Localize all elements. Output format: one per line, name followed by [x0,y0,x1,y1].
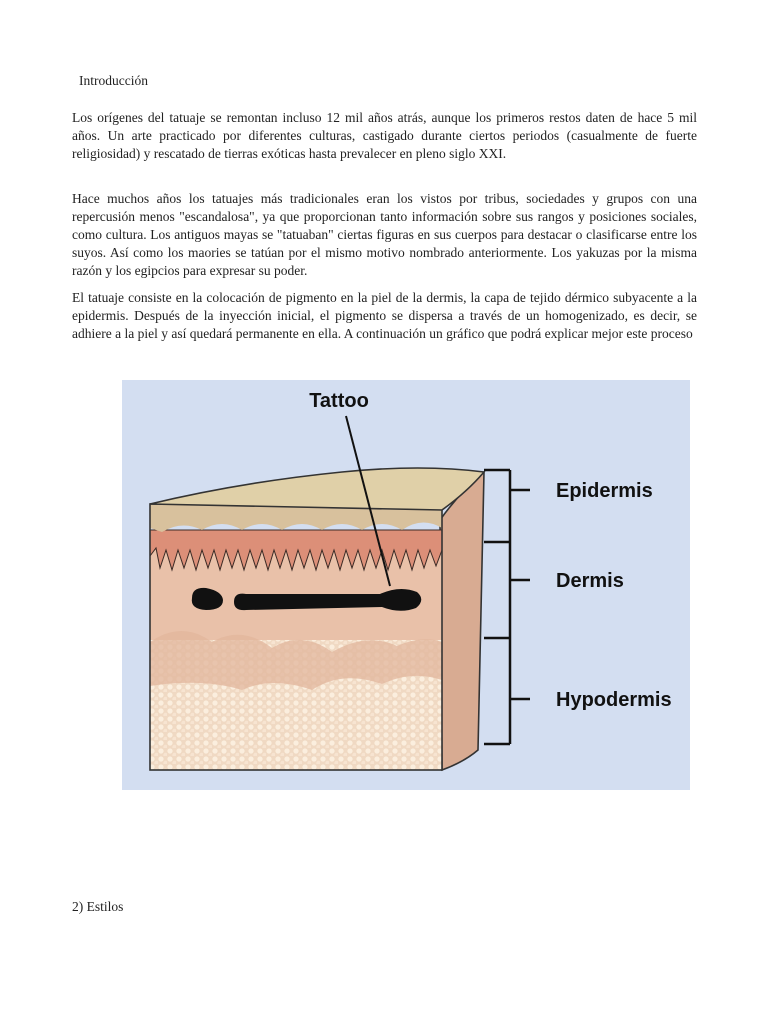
block-side-face [440,472,484,770]
epidermis-label: Epidermis [556,480,653,502]
paragraph-process: El tatuaje consiste en la colocación de pigmento en la piel de la dermis, la capa de tejido dérmico subyacente a la epidermis. Después de la inyección inicial, el pigmento se dispersa a través de un homogenizado, es decir, se adhiere a la piel y así quedará permanente en ella. A continuación un gráfico que podrá explicar mejor este proceso [72,290,697,341]
skin-block-front [150,504,442,770]
tattoo-label: Tattoo [309,390,369,412]
skin-layers-diagram [122,380,690,790]
section-heading-estilos: 2) Estilos [72,899,124,914]
hypodermis-label: Hypodermis [556,689,672,711]
dermis-label: Dermis [556,570,624,592]
paragraph-traditions: Hace muchos años los tatuajes más tradicionales eran los vistos por tribus, sociedades y grupos con una repercusión menos "escandalosa", ya que proporcionan tanto información sobre sus rangos y posiciones sociales, como cultura. Los antiguos mayas se "tatuaban" ciertas figuras en sus cuerpos para destacar o clasificarse entre los suyos. Así como los maories se tatúan por el mismo motivo nombrado anteriormente. Los yakuzas por la misma razón y los egipcios para expresar su poder. [72,191,697,278]
skin-diagram-svg [122,380,690,790]
paragraph-origins: Los orígenes del tatuaje se remontan incluso 12 mil años atrás, aunque los primeros restos daten de hace 5 mil años. Un arte practicado por diferentes culturas, castigado durante ciertos periodos (casualmente de fuerte religiosidad) y rescatado de tierras exóticas hasta prevalecer en pleno siglo XXI. [72,110,697,161]
heading-introduccion: Introducción [79,73,148,88]
